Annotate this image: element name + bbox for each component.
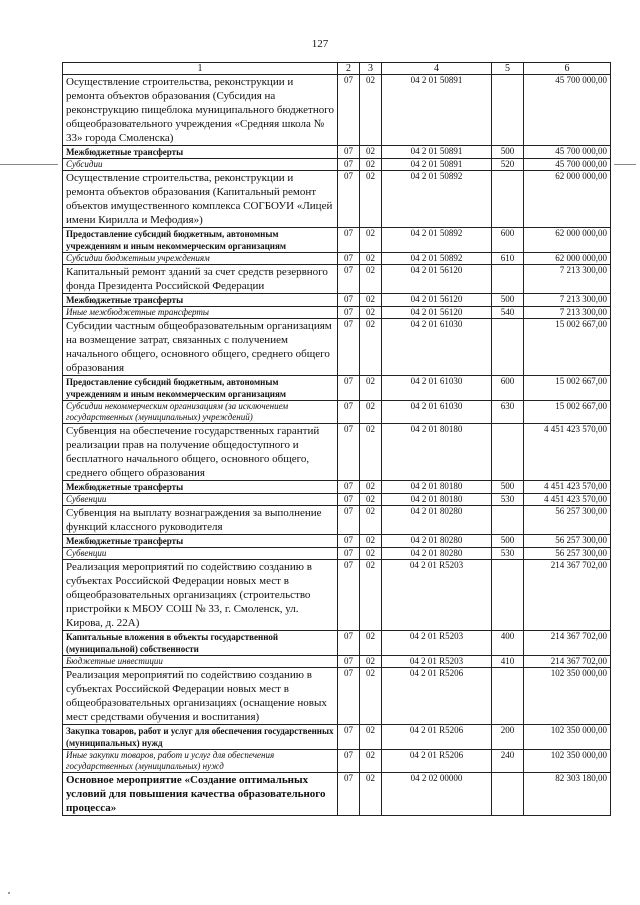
cell-target-code: 04 2 01 56120 <box>382 294 492 307</box>
cell-name: Субвенция на выплату вознаграждения за выполнение функций классного руководителя <box>63 506 338 535</box>
table-row <box>63 560 611 631</box>
cell-target-code: 04 2 01 R5206 <box>382 750 492 773</box>
table-row <box>63 294 611 307</box>
cell-expense-type: 500 <box>492 294 524 307</box>
cell-section: 07 <box>338 228 360 253</box>
cell-target-code: 04 2 01 80280 <box>382 535 492 548</box>
cell-target-code: 04 2 01 R5203 <box>382 656 492 668</box>
cell-expense-type <box>492 506 524 535</box>
cell-subsection: 02 <box>360 146 382 159</box>
cell-amount: 45 700 000,00 <box>524 159 611 171</box>
cell-amount: 45 700 000,00 <box>524 146 611 159</box>
cell-target-code: 04 2 02 00000 <box>382 773 492 816</box>
cell-target-code: 04 2 01 61030 <box>382 376 492 401</box>
header-target-code: 4 <box>382 63 492 75</box>
cell-subsection: 02 <box>360 228 382 253</box>
cell-amount: 62 000 000,00 <box>524 228 611 253</box>
table-row <box>63 773 611 816</box>
cell-expense-type: 200 <box>492 725 524 750</box>
table-row <box>63 319 611 376</box>
cell-expense-type: 630 <box>492 401 524 424</box>
cell-target-code: 04 2 01 R5203 <box>382 631 492 656</box>
header-amount: 6 <box>524 63 611 75</box>
scan-artifact <box>8 892 10 894</box>
cell-amount: 214 367 702,00 <box>524 656 611 668</box>
cell-name: Субсидии бюджетным учреждениям <box>63 253 338 265</box>
table-row <box>63 376 611 401</box>
table-row <box>63 424 611 481</box>
cell-amount: 15 002 667,00 <box>524 376 611 401</box>
cell-target-code: 04 2 01 R5206 <box>382 725 492 750</box>
cell-target-code: 04 2 01 50892 <box>382 253 492 265</box>
table-row <box>63 171 611 228</box>
cell-section: 07 <box>338 424 360 481</box>
cell-subsection: 02 <box>360 494 382 506</box>
table-header-row <box>63 63 611 75</box>
cell-section: 07 <box>338 773 360 816</box>
cell-name: Осуществление строительства, реконструкции и ремонта объектов образования (Субсидия на реконструкцию пищеблока муниципального бюджетного общеобразовательного учреждения «Средняя школа № 33» города Смоленска) <box>63 75 338 146</box>
cell-subsection: 02 <box>360 725 382 750</box>
table-row <box>63 548 611 560</box>
table-row <box>63 401 611 424</box>
cell-expense-type: 500 <box>492 535 524 548</box>
cell-name: Реализация мероприятий по содействию созданию в субъектах Российской Федерации новых мест в общеобразовательных организациях (оснащение новых мест средствами обучения и воспитания) <box>63 668 338 725</box>
cell-section: 07 <box>338 75 360 146</box>
cell-name: Межбюджетные трансферты <box>63 535 338 548</box>
cell-section: 07 <box>338 656 360 668</box>
table-row <box>63 494 611 506</box>
cell-amount: 4 451 423 570,00 <box>524 481 611 494</box>
table-row <box>63 228 611 253</box>
cell-amount: 7 213 300,00 <box>524 294 611 307</box>
cell-amount: 102 350 000,00 <box>524 668 611 725</box>
cell-target-code: 04 2 01 61030 <box>382 401 492 424</box>
cell-expense-type <box>492 773 524 816</box>
table-row <box>63 146 611 159</box>
cell-section: 07 <box>338 401 360 424</box>
cell-subsection: 02 <box>360 506 382 535</box>
table-row <box>63 656 611 668</box>
cell-amount: 56 257 300,00 <box>524 506 611 535</box>
cell-name: Межбюджетные трансферты <box>63 481 338 494</box>
cell-amount: 214 367 702,00 <box>524 631 611 656</box>
cell-section: 07 <box>338 319 360 376</box>
cell-target-code: 04 2 01 50891 <box>382 75 492 146</box>
cell-amount: 102 350 000,00 <box>524 725 611 750</box>
cell-expense-type: 500 <box>492 146 524 159</box>
cell-expense-type <box>492 265 524 294</box>
cell-subsection: 02 <box>360 750 382 773</box>
cell-subsection: 02 <box>360 265 382 294</box>
cell-subsection: 02 <box>360 159 382 171</box>
cell-expense-type: 400 <box>492 631 524 656</box>
cell-subsection: 02 <box>360 294 382 307</box>
cell-name: Осуществление строительства, реконструкции и ремонта объектов образования (Капитальный ремонт объектов имущественного комплекса СОГБОУИ «Лицей имени Кирилла и Мефодия») <box>63 171 338 228</box>
cell-subsection: 02 <box>360 307 382 319</box>
cell-target-code: 04 2 01 80180 <box>382 494 492 506</box>
table-row <box>63 481 611 494</box>
cell-amount: 214 367 702,00 <box>524 560 611 631</box>
cell-amount: 45 700 000,00 <box>524 75 611 146</box>
cell-name: Капитальный ремонт зданий за счет средств резервного фонда Президента Российской Федерации <box>63 265 338 294</box>
cell-expense-type <box>492 668 524 725</box>
cell-amount: 56 257 300,00 <box>524 548 611 560</box>
table-row <box>63 75 611 146</box>
cell-target-code: 04 2 01 56120 <box>382 307 492 319</box>
cell-subsection: 02 <box>360 376 382 401</box>
cell-name: Капитальные вложения в объекты государственной (муниципальной) собственности <box>63 631 338 656</box>
cell-name: Реализация мероприятий по содействию созданию в субъектах Российской Федерации новых мест в общеобразовательных организациях (строительство пристройки к МБОУ СОШ № 33, г. Смоленск, ул. Кирова, д. 22А) <box>63 560 338 631</box>
cell-amount: 102 350 000,00 <box>524 750 611 773</box>
table-row <box>63 750 611 773</box>
cell-amount: 56 257 300,00 <box>524 535 611 548</box>
cell-expense-type: 520 <box>492 159 524 171</box>
cell-expense-type: 500 <box>492 481 524 494</box>
cell-expense-type: 610 <box>492 253 524 265</box>
table-row <box>63 535 611 548</box>
cell-subsection: 02 <box>360 548 382 560</box>
cell-section: 07 <box>338 265 360 294</box>
cell-target-code: 04 2 01 50892 <box>382 171 492 228</box>
cell-expense-type <box>492 75 524 146</box>
cell-subsection: 02 <box>360 481 382 494</box>
table-row <box>63 265 611 294</box>
cell-target-code: 04 2 01 80180 <box>382 424 492 481</box>
cell-target-code: 04 2 01 50891 <box>382 146 492 159</box>
cell-name: Предоставление субсидий бюджетным, автономным учреждениям и иным некоммерческим организациям <box>63 228 338 253</box>
header-name: 1 <box>63 63 338 75</box>
cell-name: Межбюджетные трансферты <box>63 294 338 307</box>
cell-expense-type <box>492 560 524 631</box>
cell-target-code: 04 2 01 61030 <box>382 319 492 376</box>
cell-section: 07 <box>338 307 360 319</box>
header-expense-type: 5 <box>492 63 524 75</box>
cell-expense-type <box>492 319 524 376</box>
cell-section: 07 <box>338 253 360 265</box>
cell-expense-type <box>492 171 524 228</box>
table-row <box>63 631 611 656</box>
cell-target-code: 04 2 01 50891 <box>382 159 492 171</box>
cell-target-code: 04 2 01 80180 <box>382 481 492 494</box>
cell-subsection: 02 <box>360 401 382 424</box>
cell-target-code: 04 2 01 R5203 <box>382 560 492 631</box>
cell-subsection: 02 <box>360 668 382 725</box>
scan-artifact <box>0 164 58 165</box>
cell-subsection: 02 <box>360 253 382 265</box>
cell-section: 07 <box>338 171 360 228</box>
cell-section: 07 <box>338 750 360 773</box>
cell-subsection: 02 <box>360 773 382 816</box>
cell-section: 07 <box>338 506 360 535</box>
cell-target-code: 04 2 01 R5206 <box>382 668 492 725</box>
cell-amount: 15 002 667,00 <box>524 401 611 424</box>
cell-target-code: 04 2 01 50892 <box>382 228 492 253</box>
cell-subsection: 02 <box>360 631 382 656</box>
table-row <box>63 159 611 171</box>
cell-section: 07 <box>338 560 360 631</box>
cell-name: Предоставление субсидий бюджетным, автономным учреждениям и иным некоммерческим организациям <box>63 376 338 401</box>
cell-expense-type: 540 <box>492 307 524 319</box>
budget-table <box>62 62 611 816</box>
cell-amount: 4 451 423 570,00 <box>524 424 611 481</box>
cell-subsection: 02 <box>360 424 382 481</box>
cell-subsection: 02 <box>360 560 382 631</box>
table-row <box>63 506 611 535</box>
cell-subsection: 02 <box>360 535 382 548</box>
cell-target-code: 04 2 01 80280 <box>382 548 492 560</box>
cell-amount: 4 451 423 570,00 <box>524 494 611 506</box>
cell-amount: 62 000 000,00 <box>524 171 611 228</box>
cell-section: 07 <box>338 631 360 656</box>
cell-expense-type: 410 <box>492 656 524 668</box>
cell-expense-type <box>492 424 524 481</box>
cell-name: Иные закупки товаров, работ и услуг для обеспечения государственных (муниципальных) нужд <box>63 750 338 773</box>
cell-section: 07 <box>338 481 360 494</box>
cell-section: 07 <box>338 535 360 548</box>
cell-name: Субсидии некоммерческим организациям (за исключением государственных (муниципальных) учреждений) <box>63 401 338 424</box>
cell-section: 07 <box>338 146 360 159</box>
cell-amount: 7 213 300,00 <box>524 307 611 319</box>
cell-expense-type: 600 <box>492 376 524 401</box>
cell-expense-type: 240 <box>492 750 524 773</box>
cell-amount: 7 213 300,00 <box>524 265 611 294</box>
cell-name: Субсидии частным общеобразовательным организациям на возмещение затрат, связанных с получением начального общего, основного общего, среднего общего образования <box>63 319 338 376</box>
table-row <box>63 307 611 319</box>
cell-amount: 62 000 000,00 <box>524 253 611 265</box>
cell-section: 07 <box>338 548 360 560</box>
cell-section: 07 <box>338 668 360 725</box>
cell-name: Субвенции <box>63 548 338 560</box>
table-row <box>63 725 611 750</box>
table-row <box>63 668 611 725</box>
cell-expense-type: 600 <box>492 228 524 253</box>
cell-amount: 15 002 667,00 <box>524 319 611 376</box>
table-row <box>63 253 611 265</box>
cell-target-code: 04 2 01 80280 <box>382 506 492 535</box>
header-section: 2 <box>338 63 360 75</box>
cell-subsection: 02 <box>360 656 382 668</box>
cell-section: 07 <box>338 725 360 750</box>
cell-name: Субсидии <box>63 159 338 171</box>
cell-name: Субвенция на обеспечение государственных гарантий реализации прав на получение общедоступного и бесплатного начального общего, основного общего, среднего общего образования <box>63 424 338 481</box>
cell-amount: 82 303 180,00 <box>524 773 611 816</box>
cell-name: Бюджетные инвестиции <box>63 656 338 668</box>
cell-name: Субвенции <box>63 494 338 506</box>
cell-section: 07 <box>338 159 360 171</box>
cell-section: 07 <box>338 376 360 401</box>
cell-subsection: 02 <box>360 171 382 228</box>
cell-subsection: 02 <box>360 319 382 376</box>
scan-artifact <box>614 164 636 165</box>
cell-target-code: 04 2 01 56120 <box>382 265 492 294</box>
cell-section: 07 <box>338 294 360 307</box>
cell-name: Основное мероприятие «Создание оптимальных условий для повышения качества образовательного процесса» <box>63 773 338 816</box>
cell-expense-type: 530 <box>492 548 524 560</box>
cell-name: Иные межбюджетные трансферты <box>63 307 338 319</box>
cell-section: 07 <box>338 494 360 506</box>
header-subsection: 3 <box>360 63 382 75</box>
cell-name: Межбюджетные трансферты <box>63 146 338 159</box>
cell-name: Закупка товаров, работ и услуг для обеспечения государственных (муниципальных) нужд <box>63 725 338 750</box>
cell-subsection: 02 <box>360 75 382 146</box>
cell-expense-type: 530 <box>492 494 524 506</box>
page-number: 127 <box>311 38 329 50</box>
